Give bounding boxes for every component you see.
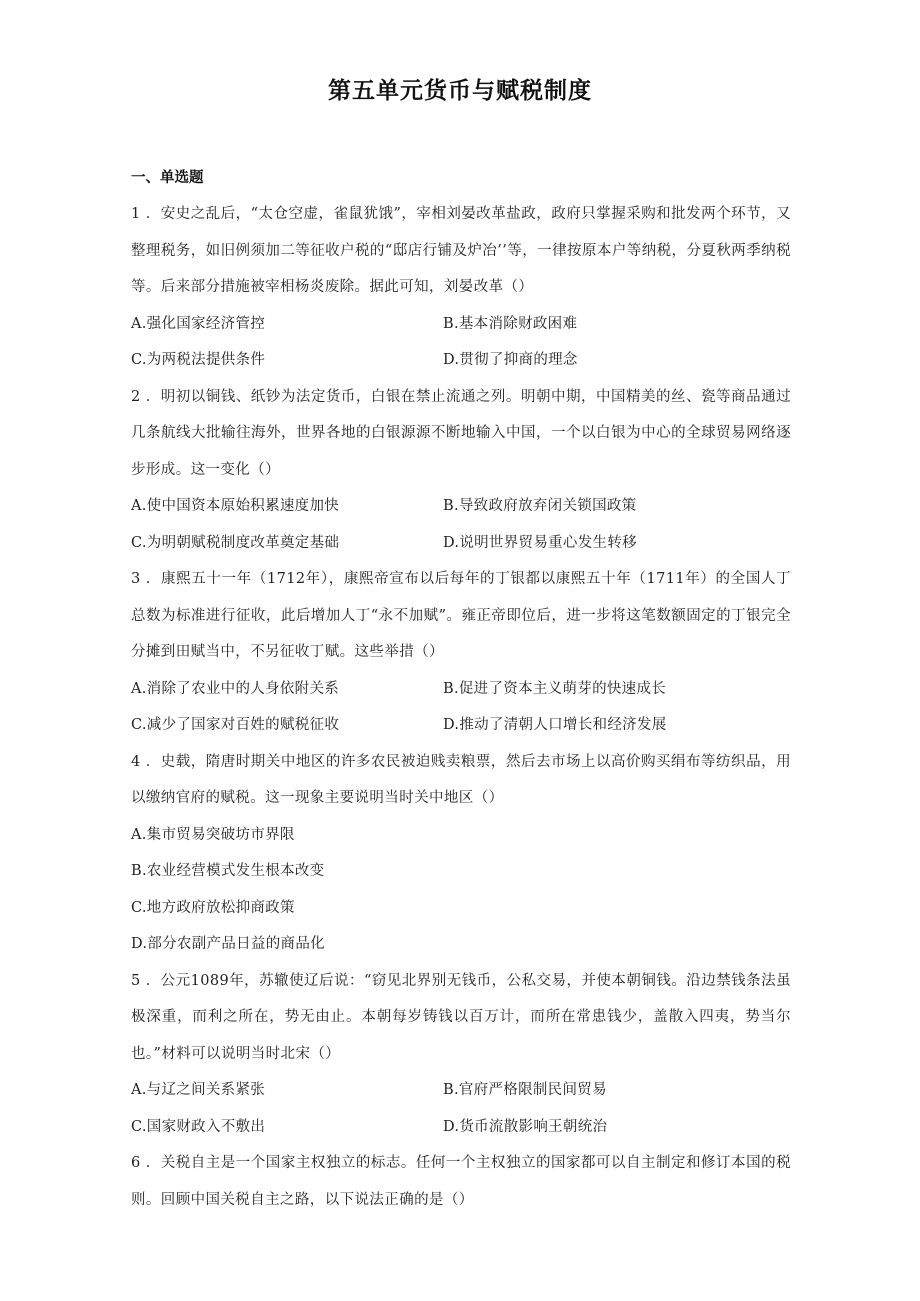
option-group xyxy=(131,1072,791,1145)
option-group xyxy=(131,306,791,379)
question-list xyxy=(131,196,791,1218)
question-stem: 3 ．康熙五十一年（1712年），康熙帝宣布以后每年的丁银都以康熙五十年（1711年）的全国人丁总数为标准进行征收，此后增加人丁“永不加赋”。雍正帝即位后，进一步将这笔数额固定的丁银完全分摊到田赋当中，不另征收丁赋。这些举措（） xyxy=(131,571,791,660)
option-c: C.为明朝赋税制度改革奠定基础 xyxy=(131,534,340,551)
question-stem: 1 ．安史之乱后，“太仓空虚，雀鼠犹饿”，宰相刘晏改革盐政，政府只掌握采购和批发两个环节，又整理税务，如旧例须加二等征收户税的“邸店行铺及炉冶’’等，一律按原本户等纳税，分夏秋两季纳税等。后来部分措施被宰相杨炎废除。据此可知，刘晏改革（） xyxy=(131,206,791,295)
option-group xyxy=(131,817,791,963)
option-d: D.部分农副产品日益的商品化 xyxy=(131,936,325,952)
option-d: D.推动了清朝人口增长和经济发展 xyxy=(443,717,667,733)
question-stem: 2 ．明初以铜钱、纸钞为法定货币，白银在禁止流通之列。明朝中期，中国精美的丝、瓷等商品通过几条航线大批输往海外，世界各地的白银源源不断地输入中国，一个以白银为中心的全球贸易网络逐步形成。这一变化（） xyxy=(131,388,791,478)
option-d: D.货币流散影响王朝统治 xyxy=(443,1118,608,1135)
section-heading: 一、单选题 xyxy=(131,170,204,186)
option-group xyxy=(131,671,791,744)
option-group xyxy=(131,488,791,561)
option-b: B.促进了资本主义萌芽的快速成长 xyxy=(443,680,667,697)
question-stem: 4 ．史载，隋唐时期关中地区的许多农民被迫贱卖粮票，然后去市场上以高价购买绢布等纺织品，用以缴纳官府的赋税。这一现象主要说明当时关中地区（） xyxy=(131,753,791,806)
option-b: B.导致政府放弃闭关锁国政策 xyxy=(443,498,637,514)
option-a: A.使中国资本原始积累速度加快 xyxy=(131,498,340,514)
option-d: D.贯彻了抑商的理念 xyxy=(443,352,578,368)
question-stem: 6 ．关税自主是一个国家主权独立的标志。任何一个主权独立的国家都可以自主制定和修订本国的税则。回顾中国关税自主之路，以下说法正确的是（） xyxy=(131,1155,791,1208)
option-c: C.国家财政入不敷出 xyxy=(131,1118,266,1135)
option-a: A.与辽之间关系紧张 xyxy=(131,1082,266,1098)
option-a: A.消除了农业中的人身依附关系 xyxy=(131,680,340,697)
option-a: A.集市贸易突破坊市界限 xyxy=(131,826,295,843)
option-a: A.强化国家经济管控 xyxy=(131,315,266,332)
option-c: C.地方政府放松抑商政策 xyxy=(131,899,295,916)
option-b: B.农业经营模式发生根本改变 xyxy=(131,863,325,879)
question-stem: 5 ．公元1089年，苏辙使辽后说：“窃见北界别无钱币，公私交易，并使本朝铜钱。沿边禁钱条法虽极深重，而利之所在，势无由止。本朝每岁铸钱以百万计，而所在常患钱少，盖散入四夷，势当尔也。”材料可以说明当时北宋（） xyxy=(131,972,791,1062)
option-c: C.为两税法提供条件 xyxy=(131,352,266,368)
option-b: B.基本消除财政困难 xyxy=(443,315,578,332)
option-c: C.减少了国家对百姓的赋税征收 xyxy=(131,717,340,733)
option-d: D.说明世界贸易重心发生转移 xyxy=(443,534,637,551)
page-title: 第五单元货币与赋税制度 xyxy=(328,78,592,104)
option-b: B.官府严格限制民间贸易 xyxy=(443,1082,607,1098)
